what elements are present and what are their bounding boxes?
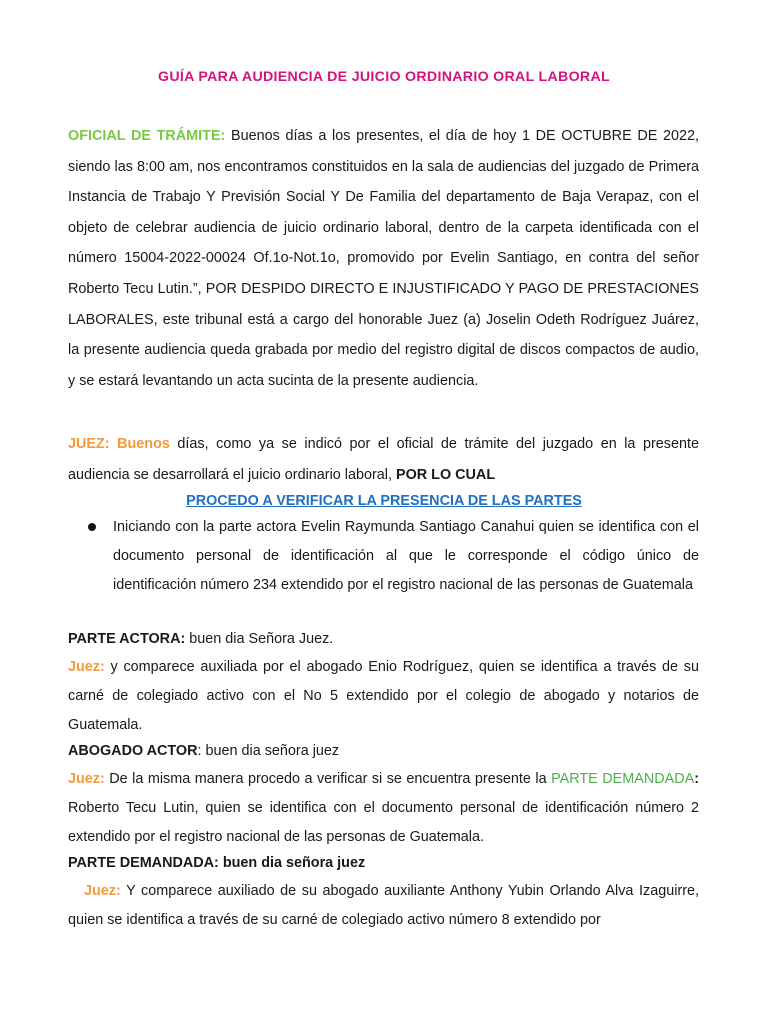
paragraph-juez-abogado — [68, 653, 699, 740]
label-abogado-actor: ABOGADO ACTOR — [68, 743, 198, 759]
section-heading: PROCEDO A VERIFICAR LA PRESENCIA DE LAS PARTES — [186, 493, 582, 509]
paragraph-juez-intro-text: días, como ya se indicó por el oficial de trámite del juzgado en la presente audiencia se desarrollará el juicio ordinario laboral, — [68, 436, 699, 483]
paragraph-juez-intro — [68, 429, 699, 490]
label-parte-actora: PARTE ACTORA: — [68, 631, 186, 647]
line-parte-actora — [68, 625, 699, 654]
speaker-oficial: OFICIAL DE TRÁMITE: — [68, 128, 226, 144]
line-parte-demandada: PARTE DEMANDADA: buen dia señora juez — [68, 855, 366, 871]
bullet-icon — [88, 523, 96, 531]
line-abogado-actor — [68, 737, 699, 766]
paragraph-juez-demandada — [68, 765, 699, 852]
paragraph-juez-demandada-text2: Roberto Tecu Lutin, quien se identifica con el documento personal de identificación número 2 extendido por el registro nacional de las personas de Guatemala. — [68, 800, 699, 845]
por-lo-cual: POR LO CUAL — [395, 466, 496, 483]
document-title: GUÍA PARA AUDIENCIA DE JUICIO ORDINARIO ORAL LABORAL — [157, 69, 610, 85]
parte-demandada-highlight: PARTE DEMANDADA — [551, 771, 695, 787]
paragraph-oficial — [68, 121, 699, 396]
paragraph-juez-auxiliado — [68, 877, 699, 935]
colon: : — [694, 771, 699, 787]
speaker-juez: Juez: — [68, 659, 105, 675]
paragraph-juez-demandada-text1: De la misma manera procedo a verificar si se encuentra presente la — [104, 771, 552, 787]
speaker-juez: Juez: — [84, 883, 121, 899]
speaker-juez: JUEZ: Buenos — [68, 436, 170, 452]
text-parte-actora: buen dia Señora Juez. — [185, 631, 334, 647]
paragraph-oficial-text: Buenos días a los presentes, el día de hoy 1 DE OCTUBRE DE 2022, siendo las 8:00 am, nos encontramos constituidos en la sala de audiencias del juzgado de Primera Instancia de Trabajo Y Previsión Social Y De Familia del departamento de Baja Verapaz, con el objeto de celebrar audiencia de juicio ordinario laboral, dentro de la carpeta identificada con el número 15004-2022-00024 Of.1o-Not.1o, promovido por Evelin Santiago, en contra del señor Roberto Tecu Lutin.”, POR DESPIDO DIRECTO E INJUSTIFICADO Y PAGO DE PRESTACIONES LABORALES, este tribunal está a cargo del honorable Juez (a) Joselin Odeth Rodríguez Juárez, la presente audiencia queda grabada por medio del registro digital de discos compactos de audio, y se estará levantando un acta sucinta de la presente audiencia. — [68, 128, 699, 389]
bullet-item: Iniciando con la parte actora Evelin Raymunda Santiago Canahui quien se identifica con el documento personal de identificación al que le corresponde el código único de identificación número 234 extendido por el registro nacional de las personas de Guatemala — [113, 519, 699, 593]
paragraph-juez-auxiliado-text: Y comparece auxiliado de su abogado auxiliante Anthony Yubin Orlando Alva Izaguirre, quien se identifica a través de su carné de colegiado activo número 8 extendido por — [68, 883, 699, 928]
text-abogado-actor: : buen dia señora juez — [197, 743, 340, 759]
paragraph-juez-abogado-text: y comparece auxiliada por el abogado Enio Rodríguez, quien se identifica a través de su carné de colegiado activo con el No 5 extendido por el colegio de abogado y notarios de Guatemala. — [68, 659, 699, 733]
speaker-juez: Juez: — [68, 771, 105, 787]
